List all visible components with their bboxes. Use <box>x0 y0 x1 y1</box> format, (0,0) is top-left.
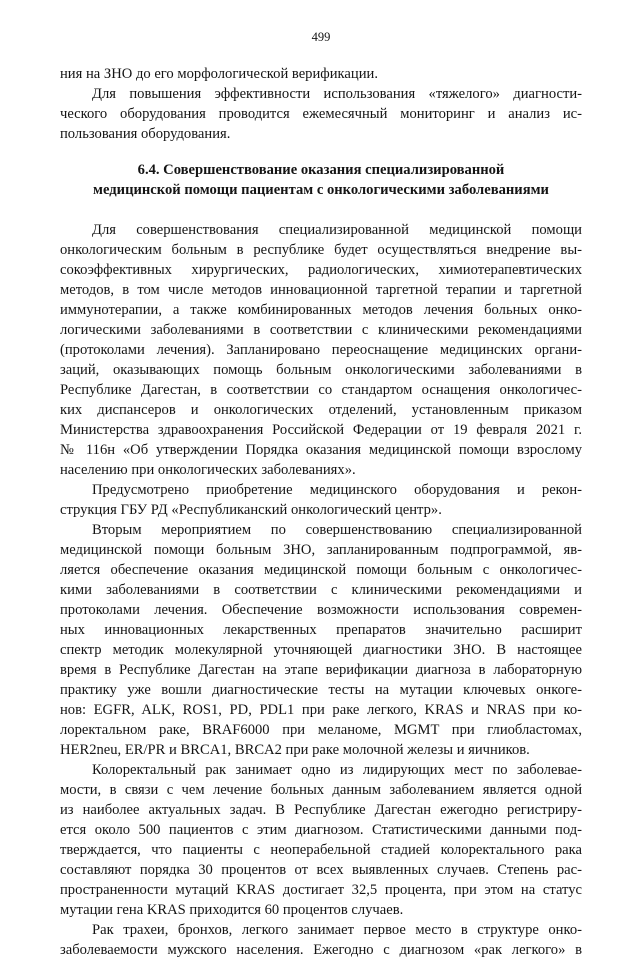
text-line: населению при онкологических заболеваниях». <box>60 462 356 478</box>
text-line: ных инновационных лекарственных препаратов значительно расширит <box>60 622 582 638</box>
paragraph-second-measure <box>60 520 582 760</box>
text-line: (протоколами лечения). Запланировано переоснащение медицинских органи- <box>60 342 582 358</box>
text-line: ния на ЗНО до его морфологической верификации. <box>60 66 378 82</box>
text-line: кими заболеваниями в соответствии с клиническими рекомендациями и <box>60 582 582 598</box>
text-line: тверждается, что пациенты с неоперабельной стадией колоректального рака <box>60 842 582 858</box>
text-line: ческого оборудования проводится ежемесячный мониторинг и анализ ис- <box>60 106 582 122</box>
text-line: нов: EGFR, ALK, ROS1, PD, PDL1 при раке легкого, KRAS и NRAS при ко- <box>60 702 582 718</box>
text-line: струкция ГБУ РД «Республиканский онкологический центр». <box>60 502 442 518</box>
text-line: ких диспансеров и онкологических отделений, установленным приказом <box>60 402 582 418</box>
text-line: № 116н «Об утверждении Порядка оказания медицинской помощи взрослому <box>60 442 582 458</box>
paragraph-continuation <box>60 64 582 84</box>
text-line: спектр методик молекулярной уточняющей диагностики ЗНО. В настоящее <box>60 642 582 658</box>
paragraph-lung-cancer <box>60 920 582 960</box>
text-line: логическими заболеваниями в соответствии с клиническими рекомендациями <box>60 322 582 338</box>
text-line: ляется обеспечение оказания медицинской помощи больным с онкологичес- <box>60 562 582 578</box>
text-line: сокоэффективных хирургических, радиологических, химиотерапевтических <box>60 262 582 278</box>
text-line: практику уже вошли диагностические тесты на мутации ключевых онкоге- <box>60 682 582 698</box>
section-heading <box>60 160 582 200</box>
text-line: из наиболее актуальных задач. В Республике Дагестан ежегодно регистриру- <box>60 802 582 818</box>
text-line: лоректальном раке, BRAF6000 при меланоме, MGMT при глиобластомах, <box>60 722 582 738</box>
text-line: Республике Дагестан, в соответствии со стандартом оснащения онкологичес- <box>60 382 582 398</box>
text-line: методов, в том числе методов инновационной таргетной терапии и таргетной <box>60 282 582 298</box>
heading-line: 6.4. Совершенствование оказания специализированной <box>137 162 505 178</box>
text-line: ется около 500 пациентов с этим диагнозом. Статистическими данными под- <box>60 822 582 838</box>
text-line: заций, оказывающих помощь больным онкологическими заболеваниями в <box>60 362 582 378</box>
text-line: HER2neu, ER/PR и BRCA1, BRCA2 при раке молочной железы и яичников. <box>60 742 530 758</box>
text-line: пользования оборудования. <box>60 126 231 142</box>
text-line: Для совершенствования специализированной медицинской помощи <box>92 222 582 238</box>
paragraph-colorectal-cancer <box>60 760 582 920</box>
text-line: медицинской помощи больным ЗНО, запланированным подпрограммой, яв- <box>60 542 582 558</box>
text-line: протоколами лечения. Обеспечение возможности использования современ- <box>60 602 582 618</box>
heading-line: медицинской помощи пациентам с онкологическими заболеваниями <box>93 182 549 198</box>
text-line: Вторым мероприятием по совершенствованию специализированной <box>92 522 582 538</box>
text-line: Предусмотрено приобретение медицинского оборудования и рекон- <box>92 482 582 498</box>
paragraph-specialized-care <box>60 220 582 480</box>
paragraph-equipment-purchase <box>60 480 582 520</box>
text-line: мутации гена KRAS приходится 60 процентов случаев. <box>60 902 404 918</box>
text-line: иммунотерапии, а также комбинированных методов лечения больных онко- <box>60 302 582 318</box>
page-number: 499 <box>311 30 331 44</box>
paragraph-equipment-monitoring <box>60 84 582 144</box>
text-line: Рак трахеи, бронхов, легкого занимает первое место в структуре онко- <box>92 922 582 938</box>
text-line: пространенности мутаций KRAS достигает 32,5 процента, при этом на статус <box>60 882 582 898</box>
text-line: Для повышения эффективности использования «тяжелого» диагности- <box>92 86 582 102</box>
text-line: время в Республике Дагестан на этапе верификации диагноза в лабораторную <box>60 662 582 678</box>
text-line: онкологическим больным в республике будет осуществляться внедрение вы- <box>60 242 582 258</box>
text-line: Министерства здравоохранения Российской Федерации от 19 февраля 2021 г. <box>60 422 582 438</box>
text-line: Колоректальный рак занимает одно из лидирующих мест по заболевае- <box>92 762 582 778</box>
text-line: составляют порядка 30 процентов от всех выявленных случаев. Степень рас- <box>60 862 582 878</box>
text-line: мости, в связи с чем лечение больных данным заболеванием является одной <box>60 782 582 798</box>
text-line: заболеваемости мужского населения. Ежегодно с диагнозом «рак легкого» в <box>60 942 582 958</box>
